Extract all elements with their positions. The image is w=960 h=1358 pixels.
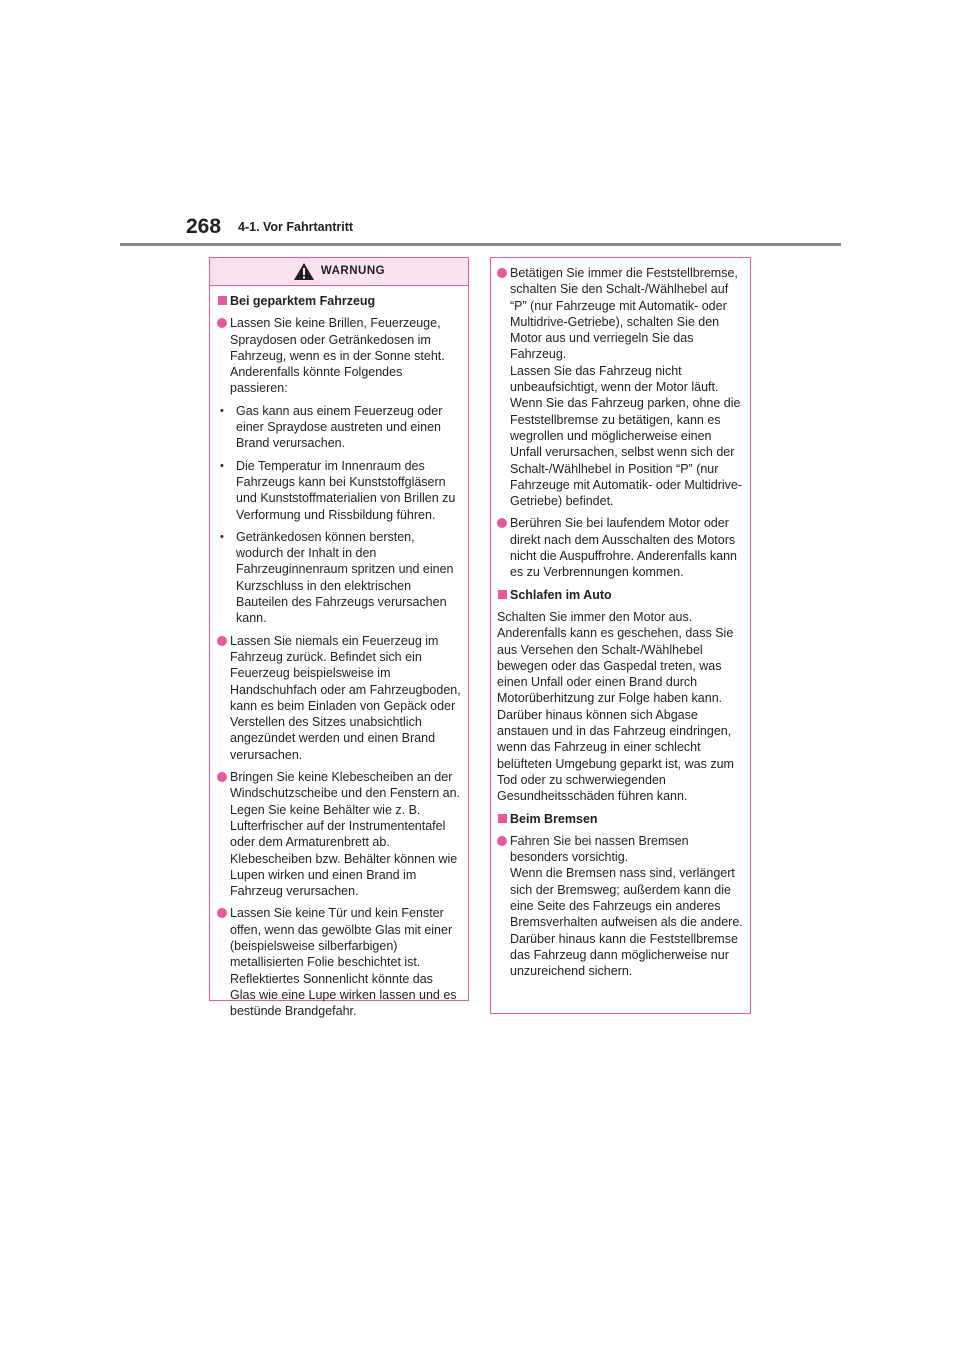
warning-label: WARNUNG: [320, 265, 386, 278]
paragraph-wet-brakes: Fahren Sie bei nassen Bremsen besonders vorsichtig. Wenn die Bremsen nass sind, verlängert sich der Bremsweg; außerdem kann die eine Seite des Fahrzeugs ein anderes Bremsverhalten aufweisen als die andere. Darüber hinaus kann die Feststellbremse das Fahrzeug dann möglicherweise nur unzureichend sichern.: [497, 833, 744, 980]
warning-header: [210, 258, 468, 286]
page-number: 268: [186, 215, 222, 238]
heading-sleeping: Schlafen im Auto: [497, 587, 744, 603]
paragraph-lighter: Lassen Sie niemals ein Feuerzeug im Fahrzeug zurück. Befindet sich ein Feuerzeug beispielsweise im Handschuhfach oder am Fahrzeugboden, kann es beim Einladen von Gepäck oder Verstellen des Sitzes unabsichtlich angezündet werden und einen Brand verursachen.: [217, 633, 461, 763]
section-title: 4-1. Vor Fahrtantritt: [238, 220, 354, 234]
warning-triangle-icon: [293, 262, 315, 281]
heading-parked: Bei geparktem Fahrzeug: [217, 293, 461, 309]
paragraph-exhaust: Berühren Sie bei laufendem Motor oder direkt nach dem Ausschalten des Motors nicht die Auspuffrohre. Anderenfalls kann es zu Verbrennungen kommen.: [497, 515, 744, 580]
paragraph-sleeping: Schalten Sie immer den Motor aus. Anderenfalls kann es geschehen, dass Sie aus Versehen den Schalt-/Wählhebel bewegen oder das Gaspedal treten, was einen Unfall oder einen Brand durch Motorüberhitzung zur Folge haben kann. Darüber hinaus können sich Abgase anstauen und in das Fahrzeug eindringen, wenn das Fahrzeug in einer schlecht belüfteten Umgebung geparkt ist, was zum Tod oder zu schwerwiegenden Gesundheitsschäden führen kann.: [497, 609, 734, 804]
sub-item-gas: • Gas kann aus einem Feuerzeug oder einer Spraydose austreten und einen Brand verursachen.: [217, 403, 461, 452]
paragraph-items-in-sun: Lassen Sie keine Brillen, Feuerzeuge, Spraydosen oder Getränkedosen im Fahrzeug, wenn es in der Sonne steht. Anderenfalls könnte Folgendes passieren:: [217, 315, 461, 396]
paragraph-stickers: Bringen Sie keine Klebescheiben an der Windschutzscheibe und den Fenstern an. Legen Sie keine Behälter wie z. B. Lufterfrischer auf der Instrumententafel oder dem Armaturenbrett ab. Klebescheiben bzw. Behälter können wie Lupen wirken und einen Brand im Fahrzeug verursachen.: [217, 769, 461, 899]
warning-box-right: [490, 257, 751, 1014]
sub-item-cans: • Getränkedosen können bersten, wodurch der Inhalt in den Fahrzeuginnenraum spritzen und einen Kurzschluss in den elektrischen Bauteilen des Fahrzeugs verursachen kann.: [217, 529, 461, 627]
heading-braking: Beim Bremsen: [497, 811, 744, 827]
sub-item-temperature: • Die Temperatur im Innenraum des Fahrzeugs kann bei Kunststoffgläsern und Kunststoffmaterialien von Brillen zu Verformung und Rissbildung führen.: [217, 458, 461, 523]
warning-box-left: [209, 257, 469, 1019]
paragraph-parking-brake: Betätigen Sie immer die Feststellbremse, schalten Sie den Schalt-/Wählhebel auf “P” (nur Fahrzeuge mit Automatik- oder Multidrive-Getriebe), schalten Sie den Motor aus und verriegeln Sie das Fahrzeug. Lassen Sie das Fahrzeug nicht unbeaufsichtigt, wenn der Motor läuft. Wenn Sie das Fahrzeug parken, ohne die Feststellbremse zu betätigen, kann es wegrollen und möglicherweise einen Unfall verursachen, selbst wenn sich der Schalt-/Wählhebel in Position “P” (nur Fahrzeuge mit Automatik- oder Multidrive-Getriebe) befindet.: [497, 265, 744, 509]
paragraph-windows: Lassen Sie keine Tür und kein Fenster offen, wenn das gewölbte Glas mit einer (beispielsweise silberfarbigen) metallisierten Folie beschichtet ist. Reflektiertes Sonnenlicht könnte das Glas wie eine Lupe wirken lassen und es bestünde Brandgefahr.: [217, 905, 461, 1019]
header-rule: [120, 243, 841, 246]
